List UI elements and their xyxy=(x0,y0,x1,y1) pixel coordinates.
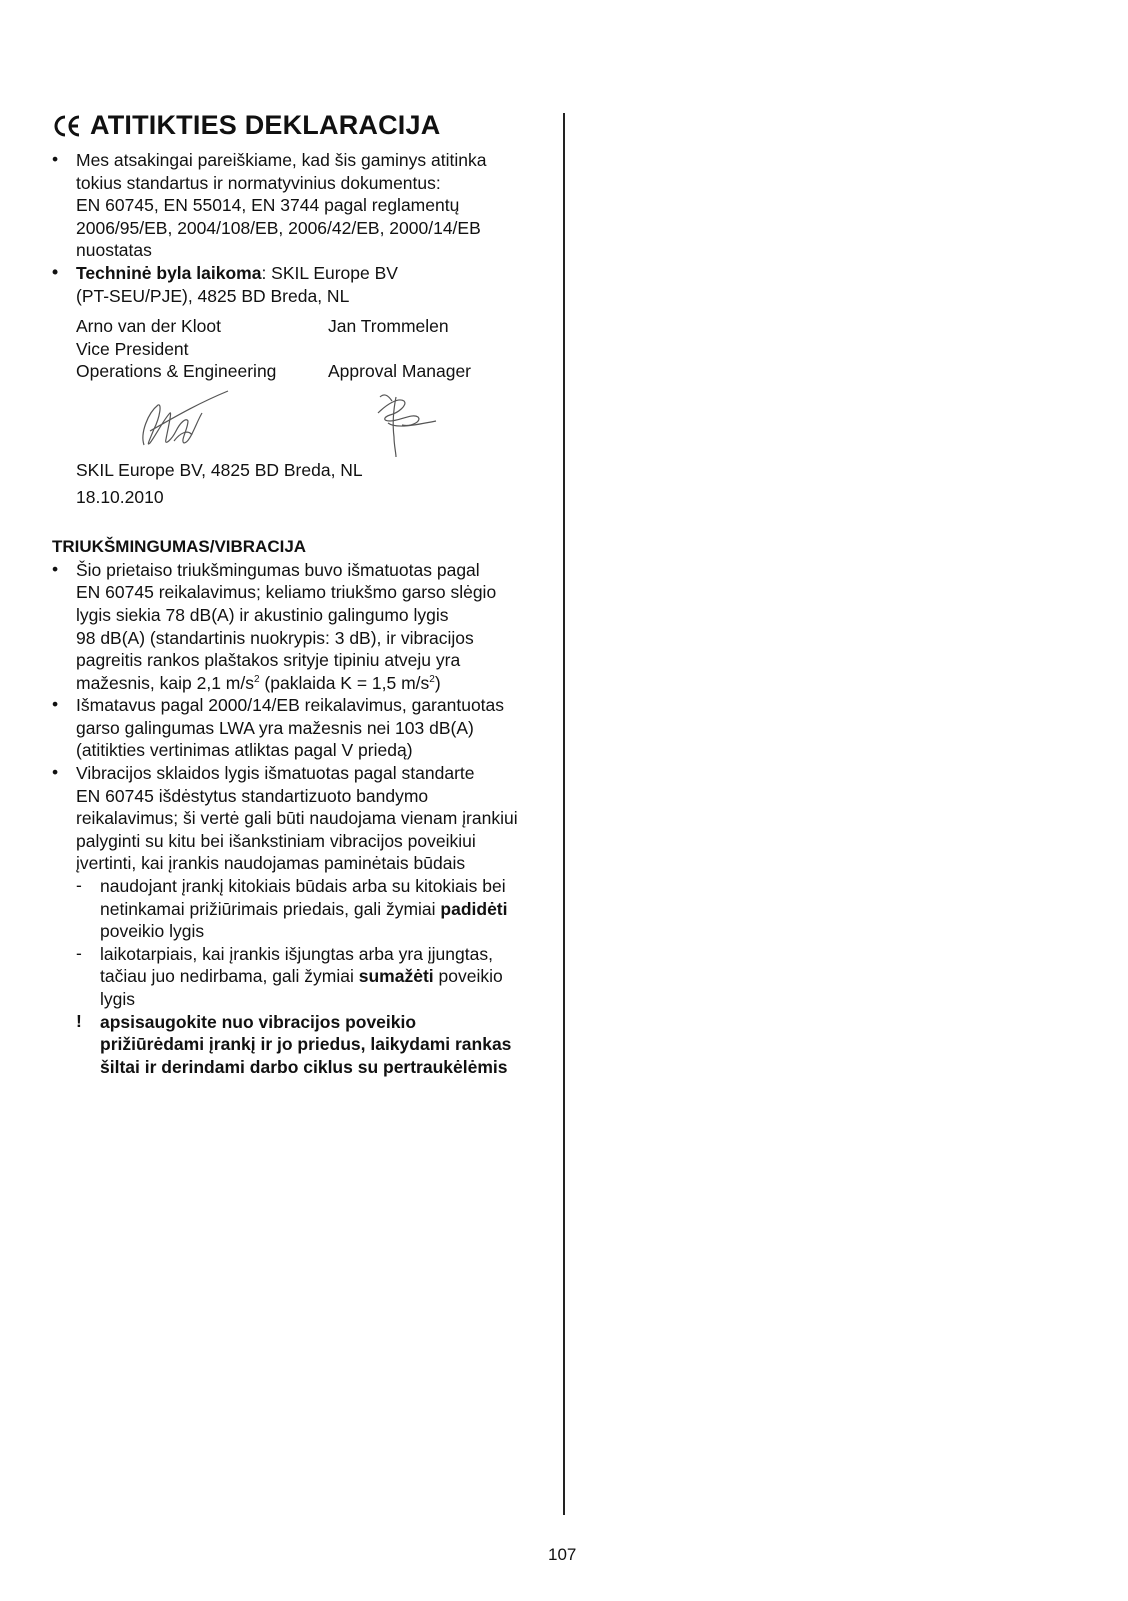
column-divider xyxy=(563,113,565,1515)
text-line: laikotarpiais, kai įrankis išjungtas arba yra įjungtas, xyxy=(100,943,493,964)
emphasis: sumažėti xyxy=(358,966,434,987)
dash: - xyxy=(76,942,82,963)
technical-file-holder: : SKIL Europe BV xyxy=(261,262,398,283)
signer-left-name: Arno van der Kloot xyxy=(76,316,221,337)
text-line: nuostatas xyxy=(76,240,152,261)
text-line: reikalavimus; ši vertė gali būti naudojama vienam įrankiui xyxy=(76,808,518,829)
text-line: šiltai ir derindami darbo ciklus su pertraukėlėmis xyxy=(100,1056,508,1077)
text-line: EN 60745, EN 55014, EN 3744 pagal reglamentų xyxy=(76,195,460,216)
text-fragment: poveikio xyxy=(433,966,503,987)
text-fragment: netinkamai prižiūrimais priedais, gali žymiai xyxy=(100,898,441,919)
superscript: 2 xyxy=(253,673,260,685)
page-title xyxy=(52,110,552,141)
noise-bullet-3 xyxy=(52,762,552,875)
text-line: EN 60745 išdėstytus standartizuoto bandymo xyxy=(76,785,429,806)
company-block xyxy=(76,459,552,508)
text-line: naudojant įrankį kitokiais būdais arba su kitokiais bei xyxy=(100,876,506,897)
signer-right-name: Jan Trommelen xyxy=(328,316,449,337)
bullet: • xyxy=(52,762,59,783)
text-line: Mes atsakingai pareiškiame, kad šis gaminys atitinka xyxy=(76,150,487,170)
text-line: EN 60745 reikalavimus; keliamo triukšmo garso slėgio xyxy=(76,582,497,603)
text-line xyxy=(76,262,552,285)
dash: - xyxy=(76,875,82,896)
company-address: SKIL Europe BV, 4825 BD Breda, NL xyxy=(76,459,363,480)
text-line xyxy=(76,672,552,695)
signer-left-title-1: Vice President xyxy=(76,338,189,359)
text-line: lygis siekia 78 dB(A) ir akustinio galingumo lygis xyxy=(76,604,449,625)
text-line: Vibracijos sklaidos lygis išmatuotas pagal standarte xyxy=(76,763,475,784)
text-line: 2006/95/EB, 2004/108/EB, 2006/42/EB, 2000/14/EB xyxy=(76,217,481,238)
dash-item-2 xyxy=(76,943,552,1011)
declaration-bullet-1 xyxy=(52,149,552,262)
text-line xyxy=(100,898,552,921)
text-line: (atitikties vertinimas atliktas pagal V priedą) xyxy=(76,740,413,761)
emphasis: padidėti xyxy=(440,898,508,919)
text-fragment: mažesnis, kaip 2,1 m/s xyxy=(76,672,254,693)
left-column xyxy=(52,100,552,1078)
text-line: prižiūrėdami įrankį ir jo priedus, laikydami rankas xyxy=(100,1034,512,1055)
bullet: • xyxy=(52,149,59,169)
technical-file-label: Techninė byla laikoma xyxy=(76,262,262,283)
text-line: įvertinti, kai įrankis naudojamas paminėtais būdais xyxy=(76,853,466,874)
noise-vibration-heading: TRIUKŠMINGUMAS/VIBRACIJA xyxy=(52,537,307,557)
signer-left-title-2: Operations & Engineering xyxy=(76,361,277,382)
text-fragment: tačiau juo nedirbama, gali žymiai xyxy=(100,966,359,987)
declaration-bullet-2 xyxy=(52,262,552,307)
text-fragment: (paklaida K = 1,5 m/s xyxy=(259,672,430,693)
handwritten-signatures xyxy=(76,383,496,459)
bullet: • xyxy=(52,694,59,715)
text-fragment: ) xyxy=(434,672,441,693)
declaration-date: 18.10.2010 xyxy=(76,486,164,507)
page-number: 107 xyxy=(548,1545,577,1564)
superscript: 2 xyxy=(429,673,435,685)
text-line: Šio prietaiso triukšmingumas buvo išmatuotas pagal xyxy=(76,559,480,580)
text-line xyxy=(100,965,552,988)
text-line: tokius standartus ir normatyvinius dokumentus: xyxy=(76,172,441,193)
bullet: • xyxy=(52,261,59,282)
ce-mark-icon xyxy=(52,114,82,138)
text-line: (PT-SEU/PJE), 4825 BD Breda, NL xyxy=(76,285,350,306)
text-line: palyginti su kitu bei išankstiniam vibracijos poveikiui xyxy=(76,830,476,851)
signatures xyxy=(76,383,552,459)
dash-item-1 xyxy=(76,875,552,943)
signer-right-title: Approval Manager xyxy=(328,361,471,382)
exclamation-icon: ! xyxy=(76,1010,82,1031)
noise-bullet-1 xyxy=(52,559,552,695)
text-line: apsisaugokite nuo vibracijos poveikio xyxy=(100,1011,417,1032)
text-line: 98 dB(A) (standartinis nuokrypis: 3 dB), ir vibracijos xyxy=(76,627,474,648)
text-line: lygis xyxy=(100,989,136,1009)
signers-block xyxy=(76,315,552,383)
text-line: pagreitis rankos plaštakos srityje tipiniu atveju yra xyxy=(76,650,461,671)
text-line: poveikio lygis xyxy=(100,921,205,942)
bullet: • xyxy=(52,558,59,579)
title-text: ATITIKTIES DEKLARACIJA xyxy=(90,110,441,140)
text-line: Išmatavus pagal 2000/14/EB reikalavimus, garantuotas xyxy=(76,695,505,716)
warning-item xyxy=(76,1011,552,1079)
text-line: garso galingumas LWA yra mažesnis nei 103 dB(A) xyxy=(76,717,474,738)
noise-bullet-2 xyxy=(52,694,552,762)
